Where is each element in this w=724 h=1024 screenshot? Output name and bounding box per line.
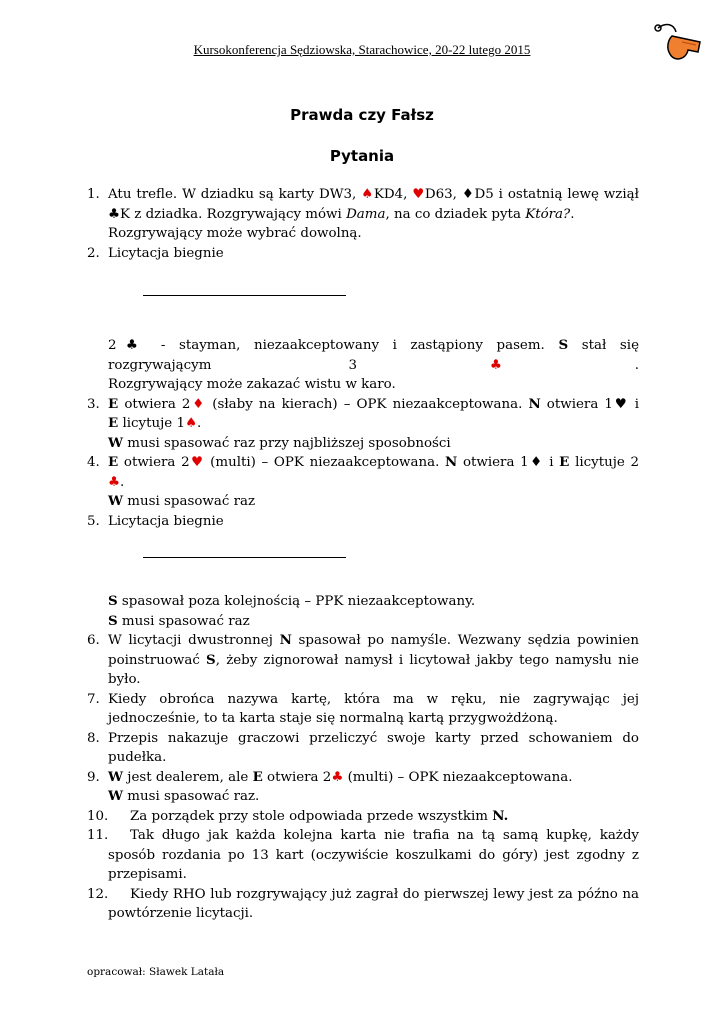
question-2: 2. Licytacja biegnie 2♣ - stayman, niezaakceptowany i zastąpiony pasem. S stał się rozgrywającym 3♣. Rozgrywający może zakazać wistu w karo. bbox=[87, 244, 639, 395]
document-header: Kursokonferencja Sędziowska, Starachowice, 20-22 lutego 2015 bbox=[193, 42, 531, 57]
club-icon: ♣ bbox=[331, 769, 344, 785]
whistle-icon bbox=[652, 20, 706, 64]
diamond-icon: ♦ bbox=[461, 187, 475, 202]
question-11: 11. Tak długo jak każda kolejna karta nie trafia na tą samą kupkę, każdy sposób rozdania po 13 kart (oczywiście koszulkami do góry) jest zgodny z przepisami. bbox=[87, 826, 639, 885]
question-number: 1. bbox=[87, 187, 100, 202]
club-icon: ♣ bbox=[108, 474, 121, 490]
question-4: 4. E otwiera 2♥ (multi) – OPK niezaakceptowana. N otwiera 1♦ i E licytuje 2 ♣. W musi spasować raz bbox=[87, 453, 639, 512]
question-number: 5. bbox=[87, 513, 100, 529]
heart-icon: ♥ bbox=[189, 455, 205, 470]
question-7: 7. Kiedy obrońca nazywa kartę, która ma w ręku, nie zagrywając jej jednocześnie, to ta karta staje się normalną kartą przygwożdżoną. bbox=[87, 690, 639, 729]
diamond-icon: ♦ bbox=[190, 396, 207, 412]
spade-icon: ♠ bbox=[184, 416, 197, 431]
question-number: 10. bbox=[87, 808, 109, 824]
heart-icon: ♥ bbox=[612, 396, 629, 412]
spade-icon: ♠ bbox=[361, 187, 374, 202]
club-icon: ♣ bbox=[357, 357, 635, 373]
question-9: 9. W jest dealerem, ale E otwiera 2♣ (multi) – OPK niezaakceptowana. W musi spasować raz. bbox=[87, 768, 639, 807]
diamond-icon: ♦ bbox=[528, 455, 544, 470]
question-8: 8. Przepis nakazuje graczowi przeliczyć swoje karty przed schowaniem do pudełka. bbox=[87, 729, 639, 768]
question-1: 1. Atu trefle. W dziadku są karty DW3, ♠KD4, ♥D63, ♦D5 i ostatnią lewę wziął ♣K z dziadka. Rozgrywający mówi Dama, na co dziadek pyta Która?. Rozgrywający może wybrać dowolną. bbox=[87, 185, 639, 244]
question-number: 8. bbox=[87, 730, 100, 746]
question-10: 10. Za porządek przy stole odpowiada przede wszystkim N. bbox=[87, 807, 639, 827]
question-number: 7. bbox=[87, 691, 100, 707]
question-12: 12. Kiedy RHO lub rozgrywający już zagrał do pierwszej lewy jest za późno na powtórzenie licytacji. bbox=[87, 885, 639, 924]
question-number: 3. bbox=[87, 396, 100, 412]
questions-list bbox=[87, 185, 639, 924]
club-icon: ♣ bbox=[108, 206, 121, 222]
question-number: 9. bbox=[87, 769, 100, 785]
question-number: 12. bbox=[87, 886, 109, 902]
page-title: Prawda czy Fałsz bbox=[290, 106, 434, 124]
question-number: 2. bbox=[87, 245, 100, 261]
question-3: 3. E otwiera 2♦ (słaby na kierach) – OPK niezaakceptowana. N otwiera 1♥ i E licytuje 1♠. W musi spasować raz przy najbliższej sposobności bbox=[87, 395, 639, 454]
heart-icon: ♥ bbox=[412, 187, 425, 202]
footer-author: opracował: Sławek Latała bbox=[87, 966, 225, 978]
question-number: 4. bbox=[87, 455, 100, 470]
page-subtitle: Pytania bbox=[329, 147, 395, 165]
question-number: 11. bbox=[87, 828, 109, 843]
question-6: 6. W licytacji dwustronnej N spasował po namyśle. Wezwany sędzia powinien poinstruować S, żeby zignorował namysł i licytował jakby tego namysłu nie było. bbox=[87, 631, 639, 690]
club-icon: ♣ bbox=[116, 338, 148, 353]
question-number: 6. bbox=[87, 633, 100, 648]
question-5: 5. Licytacja biegnie S spasował poza kolejnością – PPK niezaakceptowany. S musi spasować raz bbox=[87, 512, 639, 632]
